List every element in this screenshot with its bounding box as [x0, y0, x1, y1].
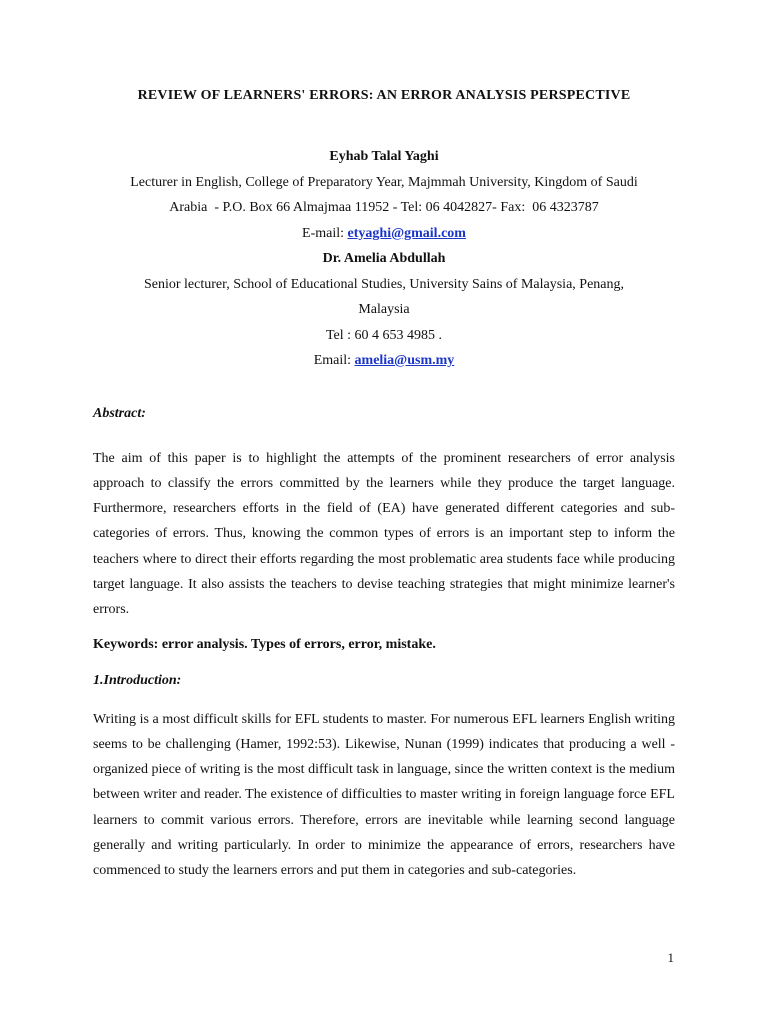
author-2-affiliation-line-1: Senior lecturer, School of Educational Studies, University Sains of Malaysia, Penang, [143, 276, 624, 292]
introduction-heading: 1.Introduction: [93, 672, 182, 688]
introduction-text: Writing is a most difficult skills for EFL students to master. For numerous EFL learners English writing seems to be challenging (Hamer, 1992:53). Likewise, Nunan (1999) indicates that producing a well - organized piece of writing is the most difficult task in language, since the written context is the medium between writer and reader. The existence of difficulties to master writing in foreign language force EFL learners to commit various errors. Therefore, errors are inevitable while learning second language generally and writing particularly. In order to minimize the appearance of errors, researchers have commenced to study the learners errors and put them in categories and sub-categories. [93, 711, 675, 879]
author-2-email-link[interactable]: amelia@usm.my [354, 353, 455, 368]
author-block-1 [93, 144, 675, 246]
author-1-affiliation-line-2: Arabia - P.O. Box 66 Almajmaa 11952 - Tel: 06 4042827- Fax: 06 4323787 [169, 200, 599, 215]
paper-page [93, 86, 675, 884]
abstract-text: The aim of this paper is to highlight the attempts of the prominent researchers of error analysis approach to classify the errors committed by the learners while they produce the target language. Furthermore, researchers efforts in the field of (EA) have generated different categories and sub-categories of errors. Thus, knowing the common types of errors is an important step to inform the teachers where to direct their efforts regarding the most problematic area students face while producing target language. It also assists the teachers to devise teaching strategies that might minimize learner's errors. [93, 450, 675, 618]
author-2-affiliation-line-2: Malaysia [358, 302, 410, 317]
page-number: 1 [667, 950, 674, 965]
author-block-2 [93, 246, 675, 374]
author-1-name: Eyhab Talal Yaghi [329, 149, 439, 164]
author-1-email-link[interactable]: etyaghi@gmail.com [347, 225, 466, 241]
abstract-heading: Abstract: [93, 405, 146, 421]
paper-title: REVIEW OF LEARNERS' ERRORS: AN ERROR ANALYSIS PERSPECTIVE [137, 88, 631, 103]
author-2-email-label: Email: [313, 353, 355, 368]
author-1-email-row [93, 221, 675, 247]
author-2-tel: Tel : 60 4 653 4985 . [325, 327, 443, 343]
keywords-line: Keywords: error analysis. Types of errors, error, mistake. [93, 636, 436, 652]
author-1-email-label: E-mail: [302, 225, 348, 241]
author-2-name: Dr. Amelia Abdullah [322, 251, 446, 266]
author-2-email-row [93, 348, 675, 374]
author-1-affiliation-line-1: Lecturer in English, College of Preparatory Year, Majmmah University, Kingdom of Saudi [130, 174, 638, 190]
